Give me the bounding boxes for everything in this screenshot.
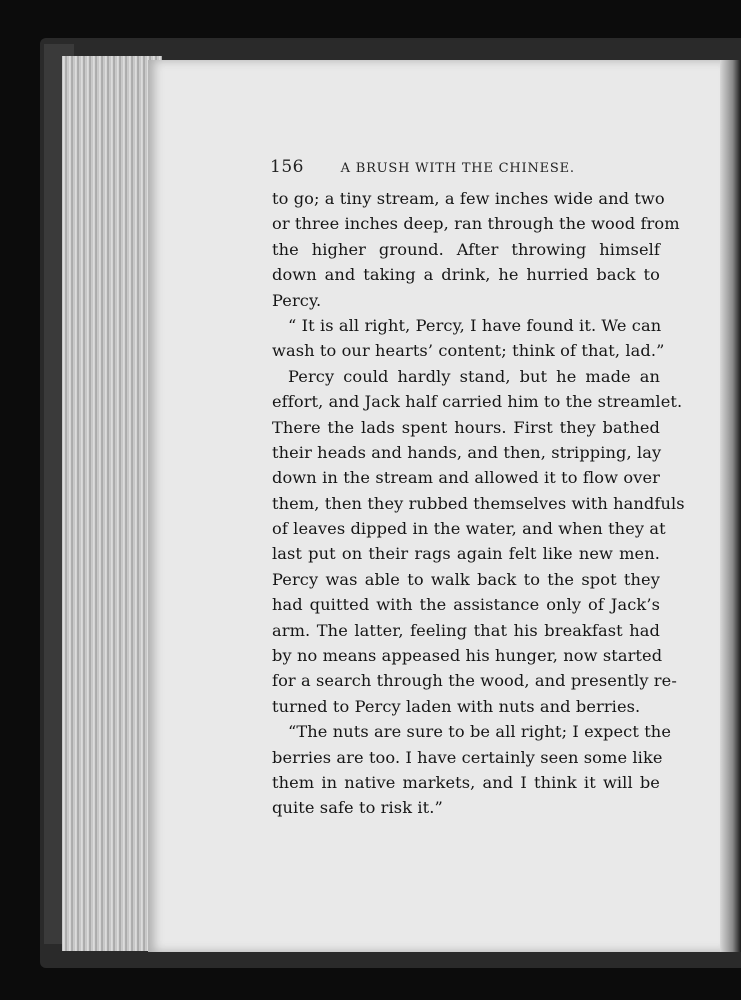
text-line: the higher ground. After throwing himself	[272, 239, 660, 259]
text-line: Percy was able to walk back to the spot they	[272, 569, 660, 589]
text-line: “The nuts are sure to be all right; I expect the	[288, 722, 672, 742]
text-line: quite safe to risk it.”	[272, 798, 443, 818]
page-edges	[62, 56, 162, 951]
text-line: Percy could hardly stand, but he made an	[288, 366, 660, 386]
text-line: them, then they rubbed themselves with handfuls	[272, 493, 685, 513]
page-gutter	[720, 60, 741, 952]
text-line: them in native markets, and I think it will be	[272, 772, 660, 792]
text-line: wash to our hearts’ content; think of that, lad.”	[272, 341, 665, 361]
page-number: 156	[270, 157, 304, 177]
text-line: had quitted with the assistance only of Jack’s	[272, 595, 660, 615]
text-line: to go; a tiny stream, a few inches wide and two	[272, 189, 665, 208]
text-line: or three inches deep, ran through the wood from	[272, 214, 680, 234]
text-line: berries are too. I have certainly seen some like	[272, 747, 663, 767]
text-line: by no means appeased his hunger, now started	[272, 646, 663, 666]
text-line: down in the stream and allowed it to flow over	[272, 468, 660, 488]
text-line: down and taking a drink, he hurried back to	[272, 265, 660, 285]
text-line: arm. The latter, feeling that his breakfast had	[272, 620, 660, 640]
text-line: last put on their rags again felt like new men.	[272, 544, 660, 564]
text-line: of leaves dipped in the water, and when they at	[272, 519, 666, 539]
body-text	[272, 186, 685, 821]
running-head: A BRUSH WITH THE CHINESE.	[340, 161, 575, 176]
text-line: effort, and Jack half carried him to the streamlet.	[272, 392, 683, 412]
text-line: “ It is all right, Percy, I have found it. We can	[288, 315, 662, 335]
text-line: their heads and hands, and then, stripping, lay	[272, 442, 662, 462]
text-line: for a search through the wood, and presently re-	[272, 671, 677, 691]
text-line: Percy.	[272, 290, 322, 310]
text-line: turned to Percy laden with nuts and berries.	[272, 696, 641, 716]
text-line: There the lads spent hours. First they bathed	[272, 417, 660, 437]
page-header	[270, 157, 670, 177]
